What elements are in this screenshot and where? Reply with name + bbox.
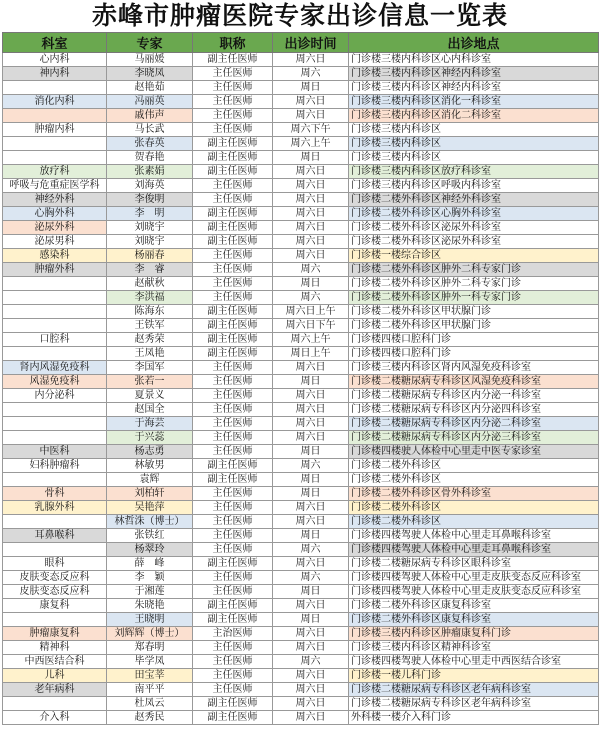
time-cell: 周六日 xyxy=(273,179,349,193)
table-row xyxy=(3,655,599,669)
title-cell: 副主任医师 xyxy=(193,333,273,347)
expert-cell: 杨丽春 xyxy=(107,249,193,263)
title-cell: 副主任医师 xyxy=(193,473,273,487)
dept-cell: 儿科 xyxy=(3,669,107,683)
time-cell: 周六 xyxy=(273,543,349,557)
expert-cell: 冯丽英 xyxy=(107,95,193,109)
time-cell: 周日上午 xyxy=(273,347,349,361)
dept-cell: 皮肤变态反应科 xyxy=(3,571,107,585)
expert-cell: 吴艳萍 xyxy=(107,501,193,515)
table-row xyxy=(3,263,599,277)
location-cell: 门诊楼四楼驾驶人体检中心里走耳鼻喉科诊室 xyxy=(349,543,599,557)
dept-cell: 老年病科 xyxy=(3,683,107,697)
table-row xyxy=(3,543,599,557)
dept-cell: 内分泌科 xyxy=(3,389,107,403)
expert-cell: 林敏男 xyxy=(107,459,193,473)
expert-cell: 袁辉 xyxy=(107,473,193,487)
title-cell: 副主任医师 xyxy=(193,599,273,613)
expert-cell: 张若一 xyxy=(107,375,193,389)
location-cell: 外科楼一楼介入科门诊 xyxy=(349,711,599,725)
dept-cell xyxy=(3,473,107,487)
expert-cell: 马长武 xyxy=(107,123,193,137)
dept-cell: 风湿免疫科 xyxy=(3,375,107,389)
time-cell: 周日 xyxy=(273,277,349,291)
dept-cell xyxy=(3,403,107,417)
expert-cell: 杨志勇 xyxy=(107,445,193,459)
location-cell: 门诊楼四楼驶人体检中心里走中医专家诊室 xyxy=(349,445,599,459)
title-cell: 主任医师 xyxy=(193,529,273,543)
expert-cell: 张春英 xyxy=(107,137,193,151)
title-cell: 副主任医师 xyxy=(193,53,273,67)
expert-cell: 张素娟 xyxy=(107,165,193,179)
expert-cell: 于海芸 xyxy=(107,417,193,431)
table-row xyxy=(3,123,599,137)
expert-cell: 夏景义 xyxy=(107,389,193,403)
time-cell: 周六日上午 xyxy=(273,305,349,319)
header-location: 出诊地点 xyxy=(349,33,599,53)
time-cell: 周日 xyxy=(273,487,349,501)
table-row xyxy=(3,207,599,221)
time-cell: 周六 xyxy=(273,655,349,669)
expert-cell: 戚伟声 xyxy=(107,109,193,123)
table-row xyxy=(3,249,599,263)
table-row xyxy=(3,291,599,305)
dept-cell: 呼吸与危重症医学科 xyxy=(3,179,107,193)
table-row xyxy=(3,683,599,697)
time-cell: 周六日 xyxy=(273,627,349,641)
table-row xyxy=(3,81,599,95)
title-cell: 主任医师 xyxy=(193,445,273,459)
dept-cell: 中医科 xyxy=(3,445,107,459)
dept-cell: 骨科 xyxy=(3,487,107,501)
expert-cell: 李国军 xyxy=(107,361,193,375)
expert-cell: 赵国全 xyxy=(107,403,193,417)
table-row xyxy=(3,165,599,179)
expert-cell: 于湘莲 xyxy=(107,585,193,599)
time-cell: 周六日 xyxy=(273,515,349,529)
page-title: 赤峰市肿瘤医院专家出诊信息一览表 xyxy=(91,1,508,30)
expert-cell: 南平平 xyxy=(107,683,193,697)
time-cell: 周六上午 xyxy=(273,333,349,347)
table-row xyxy=(3,193,599,207)
expert-cell: 李俊明 xyxy=(107,193,193,207)
title-cell: 副主任医师 xyxy=(193,165,273,179)
location-cell: 门诊楼三楼内科诊区 xyxy=(349,123,599,137)
expert-cell: 毕学凤 xyxy=(107,655,193,669)
expert-cell: 李 睿 xyxy=(107,263,193,277)
time-cell: 周六日 xyxy=(273,683,349,697)
dept-cell xyxy=(3,81,107,95)
dept-cell: 泌尿男科 xyxy=(3,235,107,249)
title-cell: 主任医师 xyxy=(193,193,273,207)
table-row xyxy=(3,95,599,109)
table-row xyxy=(3,403,599,417)
table-row xyxy=(3,277,599,291)
expert-cell: 郑春明 xyxy=(107,641,193,655)
table-row xyxy=(3,557,599,571)
expert-cell: 贺春艳 xyxy=(107,151,193,165)
location-cell: 门诊楼一楼综合诊区 xyxy=(349,249,599,263)
dept-cell xyxy=(3,291,107,305)
title-cell: 副主任医师 xyxy=(193,319,273,333)
expert-cell: 林哲洙（博士） xyxy=(107,515,193,529)
title-cell: 主任医师 xyxy=(193,375,273,389)
location-cell: 门诊楼三楼内科诊区消化二科诊室 xyxy=(349,109,599,123)
title-cell: 主任医师 xyxy=(193,249,273,263)
dept-cell: 中西医结合科 xyxy=(3,655,107,669)
expert-cell: 杜凤云 xyxy=(107,697,193,711)
time-cell: 周六日 xyxy=(273,417,349,431)
time-cell: 周六 xyxy=(273,459,349,473)
time-cell: 周六 xyxy=(273,571,349,585)
expert-cell: 薛 峰 xyxy=(107,557,193,571)
location-cell: 门诊楼三楼内科诊区呼吸内科诊室 xyxy=(349,179,599,193)
title-cell: 副主任医师 xyxy=(193,207,273,221)
expert-cell: 张铁红 xyxy=(107,529,193,543)
location-cell: 门诊楼二楼外科诊区泌尿外科诊室 xyxy=(349,235,599,249)
dept-cell: 肾内风湿免疫科 xyxy=(3,361,107,375)
dept-cell: 消化内科 xyxy=(3,95,107,109)
time-cell: 周六 xyxy=(273,67,349,81)
table-row xyxy=(3,501,599,515)
expert-cell: 李晓凤 xyxy=(107,67,193,81)
location-cell: 门诊楼四楼驾驶人体检中心里走皮肤变态反应科诊室 xyxy=(349,571,599,585)
location-cell: 门诊楼二楼外科诊区 xyxy=(349,501,599,515)
title-cell: 副主任医师 xyxy=(193,557,273,571)
time-cell: 周六日 xyxy=(273,235,349,249)
table-row xyxy=(3,305,599,319)
title-cell: 副主任医师 xyxy=(193,137,273,151)
table-row xyxy=(3,585,599,599)
time-cell: 周日 xyxy=(273,585,349,599)
table-row xyxy=(3,361,599,375)
location-cell: 门诊楼二楼糖尿病专科诊区眼科诊室 xyxy=(349,557,599,571)
expert-cell: 刘晓宇 xyxy=(107,235,193,249)
dept-cell xyxy=(3,515,107,529)
table-row xyxy=(3,137,599,151)
header-time: 出诊时间 xyxy=(273,33,349,53)
time-cell: 周六日 xyxy=(273,95,349,109)
title-cell: 主任医师 xyxy=(193,501,273,515)
time-cell: 周六日 xyxy=(273,109,349,123)
table-row xyxy=(3,431,599,445)
location-cell: 门诊楼三楼内科诊区神经内科诊室 xyxy=(349,81,599,95)
location-cell: 门诊楼二楼外科诊区 xyxy=(349,515,599,529)
time-cell: 周六日 xyxy=(273,403,349,417)
dept-cell xyxy=(3,137,107,151)
location-cell: 门诊楼三楼内科诊区肿瘤康复科门诊 xyxy=(349,627,599,641)
title-cell: 主任医师 xyxy=(193,515,273,529)
time-cell: 周日 xyxy=(273,445,349,459)
table-row xyxy=(3,235,599,249)
table-row xyxy=(3,333,599,347)
table-row xyxy=(3,67,599,81)
title-cell: 副主任医师 xyxy=(193,235,273,249)
title-cell: 副主任医师 xyxy=(193,221,273,235)
title-cell: 主任医师 xyxy=(193,179,273,193)
title-cell: 主任医师 xyxy=(193,655,273,669)
title-cell: 主任医师 xyxy=(193,403,273,417)
dept-cell: 肿瘤外科 xyxy=(3,263,107,277)
dept-cell xyxy=(3,347,107,361)
expert-cell: 刘晓宇 xyxy=(107,221,193,235)
time-cell: 周六日 xyxy=(273,501,349,515)
location-cell: 门诊楼二楼糖尿病专科诊区老年病科诊室 xyxy=(349,697,599,711)
location-cell: 门诊楼二楼外科诊区肿外一科专家门诊 xyxy=(349,291,599,305)
location-cell: 门诊楼一楼儿科门诊 xyxy=(349,669,599,683)
title-cell: 主任医师 xyxy=(193,263,273,277)
dept-cell: 耳鼻喉科 xyxy=(3,529,107,543)
table-row xyxy=(3,151,599,165)
location-cell: 门诊楼四楼驾驶人体检中心里走耳鼻喉科诊室 xyxy=(349,529,599,543)
table-row xyxy=(3,319,599,333)
title-cell: 主任医师 xyxy=(193,361,273,375)
dept-cell xyxy=(3,431,107,445)
expert-cell: 陈海东 xyxy=(107,305,193,319)
table-row xyxy=(3,697,599,711)
location-cell: 门诊楼二楼外科诊区康复科诊室 xyxy=(349,599,599,613)
time-cell: 周六 xyxy=(273,291,349,305)
expert-cell: 王晓明 xyxy=(107,613,193,627)
location-cell: 门诊楼四楼口腔科门诊 xyxy=(349,333,599,347)
location-cell: 门诊楼四楼驾驶人体检中心里走中西医结合诊室 xyxy=(349,655,599,669)
table-row xyxy=(3,669,599,683)
expert-cell: 赵献秋 xyxy=(107,277,193,291)
title-cell: 副主任医师 xyxy=(193,697,273,711)
location-cell: 门诊楼三楼内科诊区 xyxy=(349,151,599,165)
expert-cell: 刘辉辉（博士） xyxy=(107,627,193,641)
time-cell: 周六日 xyxy=(273,207,349,221)
expert-cell: 赵秀荣 xyxy=(107,333,193,347)
dept-cell: 皮肤变态反应科 xyxy=(3,585,107,599)
title-cell: 副主任医师 xyxy=(193,347,273,361)
expert-cell: 李 颖 xyxy=(107,571,193,585)
title-cell: 主任医师 xyxy=(193,487,273,501)
dept-cell: 介入科 xyxy=(3,711,107,725)
dept-cell xyxy=(3,109,107,123)
location-cell: 门诊楼二楼外科诊区心胸外科诊室 xyxy=(349,207,599,221)
expert-cell: 田宝莘 xyxy=(107,669,193,683)
title-cell: 副主任医师 xyxy=(193,711,273,725)
table-row xyxy=(3,529,599,543)
time-cell: 周六日 xyxy=(273,165,349,179)
expert-cell: 于兴蕊 xyxy=(107,431,193,445)
title-cell: 主任医师 xyxy=(193,95,273,109)
time-cell: 周日 xyxy=(273,613,349,627)
title-cell: 主任医师 xyxy=(193,277,273,291)
expert-cell: 马丽媛 xyxy=(107,53,193,67)
title-cell: 主任医师 xyxy=(193,417,273,431)
table-row xyxy=(3,179,599,193)
time-cell: 周六日 xyxy=(273,697,349,711)
time-cell: 周六日 xyxy=(273,669,349,683)
location-cell: 门诊楼二楼外科诊区肿外二科专家门诊 xyxy=(349,277,599,291)
location-cell: 门诊楼三楼内科诊区神经内科诊室 xyxy=(349,67,599,81)
dept-cell: 心内科 xyxy=(3,53,107,67)
title-cell: 主任医师 xyxy=(193,81,273,95)
dept-cell: 肿瘤内科 xyxy=(3,123,107,137)
location-cell: 门诊楼三楼内科诊区心内科诊室 xyxy=(349,53,599,67)
expert-cell: 李洪福 xyxy=(107,291,193,305)
location-cell: 门诊楼四楼驾驶人体检中心里走皮肤变态反应科诊室 xyxy=(349,585,599,599)
time-cell: 周日 xyxy=(273,81,349,95)
dept-cell xyxy=(3,277,107,291)
title-cell: 主任医师 xyxy=(193,683,273,697)
location-cell: 门诊楼二楼糖尿病专科诊区内分泌四科诊室 xyxy=(349,403,599,417)
time-cell: 周六日 xyxy=(273,249,349,263)
title-cell: 主任医师 xyxy=(193,389,273,403)
table-row xyxy=(3,515,599,529)
table-row xyxy=(3,417,599,431)
location-cell: 门诊楼三楼内科诊区放疗科诊室 xyxy=(349,165,599,179)
time-cell: 周六日 xyxy=(273,361,349,375)
expert-cell: 赵秀民 xyxy=(107,711,193,725)
table-row xyxy=(3,487,599,501)
time-cell: 周日 xyxy=(273,529,349,543)
table-row xyxy=(3,571,599,585)
time-cell: 周六日 xyxy=(273,53,349,67)
location-cell: 门诊楼二楼外科诊区肿外二科专家门诊 xyxy=(349,263,599,277)
location-cell: 门诊楼三楼内科诊区精神科诊室 xyxy=(349,641,599,655)
time-cell: 周六日 xyxy=(273,599,349,613)
expert-cell: 刘柏轩 xyxy=(107,487,193,501)
dept-cell: 放疗科 xyxy=(3,165,107,179)
dept-cell xyxy=(3,305,107,319)
dept-cell: 口腔科 xyxy=(3,333,107,347)
location-cell: 门诊楼二楼外科诊区甲状腺门诊 xyxy=(349,319,599,333)
schedule-table xyxy=(2,32,599,725)
expert-cell: 杨翠玲 xyxy=(107,543,193,557)
location-cell: 门诊楼三楼内科诊区肾内风湿免疫科诊室 xyxy=(349,361,599,375)
dept-cell xyxy=(3,417,107,431)
header-expert: 专家 xyxy=(107,33,193,53)
table-row xyxy=(3,473,599,487)
time-cell: 周六上午 xyxy=(273,137,349,151)
dept-cell: 乳腺外科 xyxy=(3,501,107,515)
location-cell: 门诊楼二楼糖尿病专科诊区老年病科诊室 xyxy=(349,683,599,697)
title-cell: 副主任医师 xyxy=(193,305,273,319)
time-cell: 周六日 xyxy=(273,557,349,571)
title-cell: 主任医师 xyxy=(193,571,273,585)
title-cell: 主任医师 xyxy=(193,585,273,599)
location-cell: 门诊楼二楼外科诊区 xyxy=(349,459,599,473)
expert-cell: 朱晓艳 xyxy=(107,599,193,613)
dept-cell: 感染科 xyxy=(3,249,107,263)
location-cell: 门诊楼二楼外科诊区 xyxy=(349,473,599,487)
location-cell: 门诊楼二楼糖尿病专科诊区内分泌一科诊室 xyxy=(349,389,599,403)
time-cell: 周六日 xyxy=(273,431,349,445)
time-cell: 周六日 xyxy=(273,711,349,725)
expert-cell: 赵艳茹 xyxy=(107,81,193,95)
table-row xyxy=(3,109,599,123)
dept-cell xyxy=(3,543,107,557)
dept-cell: 神内科 xyxy=(3,67,107,81)
table-row xyxy=(3,459,599,473)
dept-cell: 泌尿外科 xyxy=(3,221,107,235)
time-cell: 周日 xyxy=(273,473,349,487)
location-cell: 门诊楼二楼糖尿病专科诊区风湿免疫科诊室 xyxy=(349,375,599,389)
table-row xyxy=(3,53,599,67)
location-cell: 门诊楼三楼内科诊区消化一科诊室 xyxy=(349,95,599,109)
title-cell: 副主任医师 xyxy=(193,151,273,165)
title-cell: 副主任医师 xyxy=(193,459,273,473)
location-cell: 门诊楼二楼糖尿病专科诊区内分泌三科诊室 xyxy=(349,431,599,445)
table-row xyxy=(3,613,599,627)
dept-cell: 肿瘤康复科 xyxy=(3,627,107,641)
time-cell: 周六日 xyxy=(273,641,349,655)
table-header-row xyxy=(3,33,599,53)
table-row xyxy=(3,641,599,655)
time-cell: 周六 xyxy=(273,263,349,277)
title-cell: 副主任医师 xyxy=(193,613,273,627)
table-row xyxy=(3,375,599,389)
title-cell: 主任医师 xyxy=(193,641,273,655)
expert-cell: 刘海英 xyxy=(107,179,193,193)
dept-cell xyxy=(3,319,107,333)
location-cell: 门诊楼二楼外科诊区神经外科诊室 xyxy=(349,193,599,207)
expert-cell: 李 明 xyxy=(107,207,193,221)
location-cell: 门诊楼二楼外科诊区甲状腺门诊 xyxy=(349,305,599,319)
dept-cell: 神经外科 xyxy=(3,193,107,207)
table-row xyxy=(3,627,599,641)
location-cell: 门诊楼三楼内科诊区 xyxy=(349,137,599,151)
table-body xyxy=(3,53,599,725)
dept-cell xyxy=(3,697,107,711)
title-cell: 主任医师 xyxy=(193,109,273,123)
location-cell: 门诊楼二楼外科诊区康复科诊室 xyxy=(349,613,599,627)
table-row xyxy=(3,711,599,725)
dept-cell: 眼科 xyxy=(3,557,107,571)
location-cell: 门诊楼四楼口腔科门诊 xyxy=(349,347,599,361)
header-dept: 科室 xyxy=(3,33,107,53)
time-cell: 周六日 xyxy=(273,193,349,207)
table-row xyxy=(3,445,599,459)
table-row xyxy=(3,599,599,613)
location-cell: 门诊楼二楼糖尿病专科诊区内分泌二科诊室 xyxy=(349,417,599,431)
expert-cell: 王铁军 xyxy=(107,319,193,333)
dept-cell: 心胸外科 xyxy=(3,207,107,221)
title-cell: 主任医师 xyxy=(193,669,273,683)
table-row xyxy=(3,347,599,361)
time-cell: 周六日下午 xyxy=(273,319,349,333)
table-row xyxy=(3,389,599,403)
time-cell: 周六日 xyxy=(273,389,349,403)
header-title: 职称 xyxy=(193,33,273,53)
title-cell: 主任医师 xyxy=(193,67,273,81)
title-cell: 主任医师 xyxy=(193,431,273,445)
location-cell: 门诊楼二楼外科诊区骨外科诊室 xyxy=(349,487,599,501)
time-cell: 周日 xyxy=(273,375,349,389)
title-cell: 主任医师 xyxy=(193,291,273,305)
dept-cell xyxy=(3,151,107,165)
time-cell: 周日 xyxy=(273,151,349,165)
dept-cell: 精神科 xyxy=(3,641,107,655)
table-row xyxy=(3,221,599,235)
expert-cell: 王凤艳 xyxy=(107,347,193,361)
dept-cell: 康复科 xyxy=(3,599,107,613)
location-cell: 门诊楼二楼外科诊区泌尿外科诊室 xyxy=(349,221,599,235)
title-cell: 主治医师 xyxy=(193,627,273,641)
time-cell: 周六日 xyxy=(273,221,349,235)
dept-cell xyxy=(3,613,107,627)
time-cell: 周六下午 xyxy=(273,123,349,137)
dept-cell: 妇科肿瘤科 xyxy=(3,459,107,473)
title-cell: 主任医师 xyxy=(193,123,273,137)
title-cell: 主任医师 xyxy=(193,543,273,557)
